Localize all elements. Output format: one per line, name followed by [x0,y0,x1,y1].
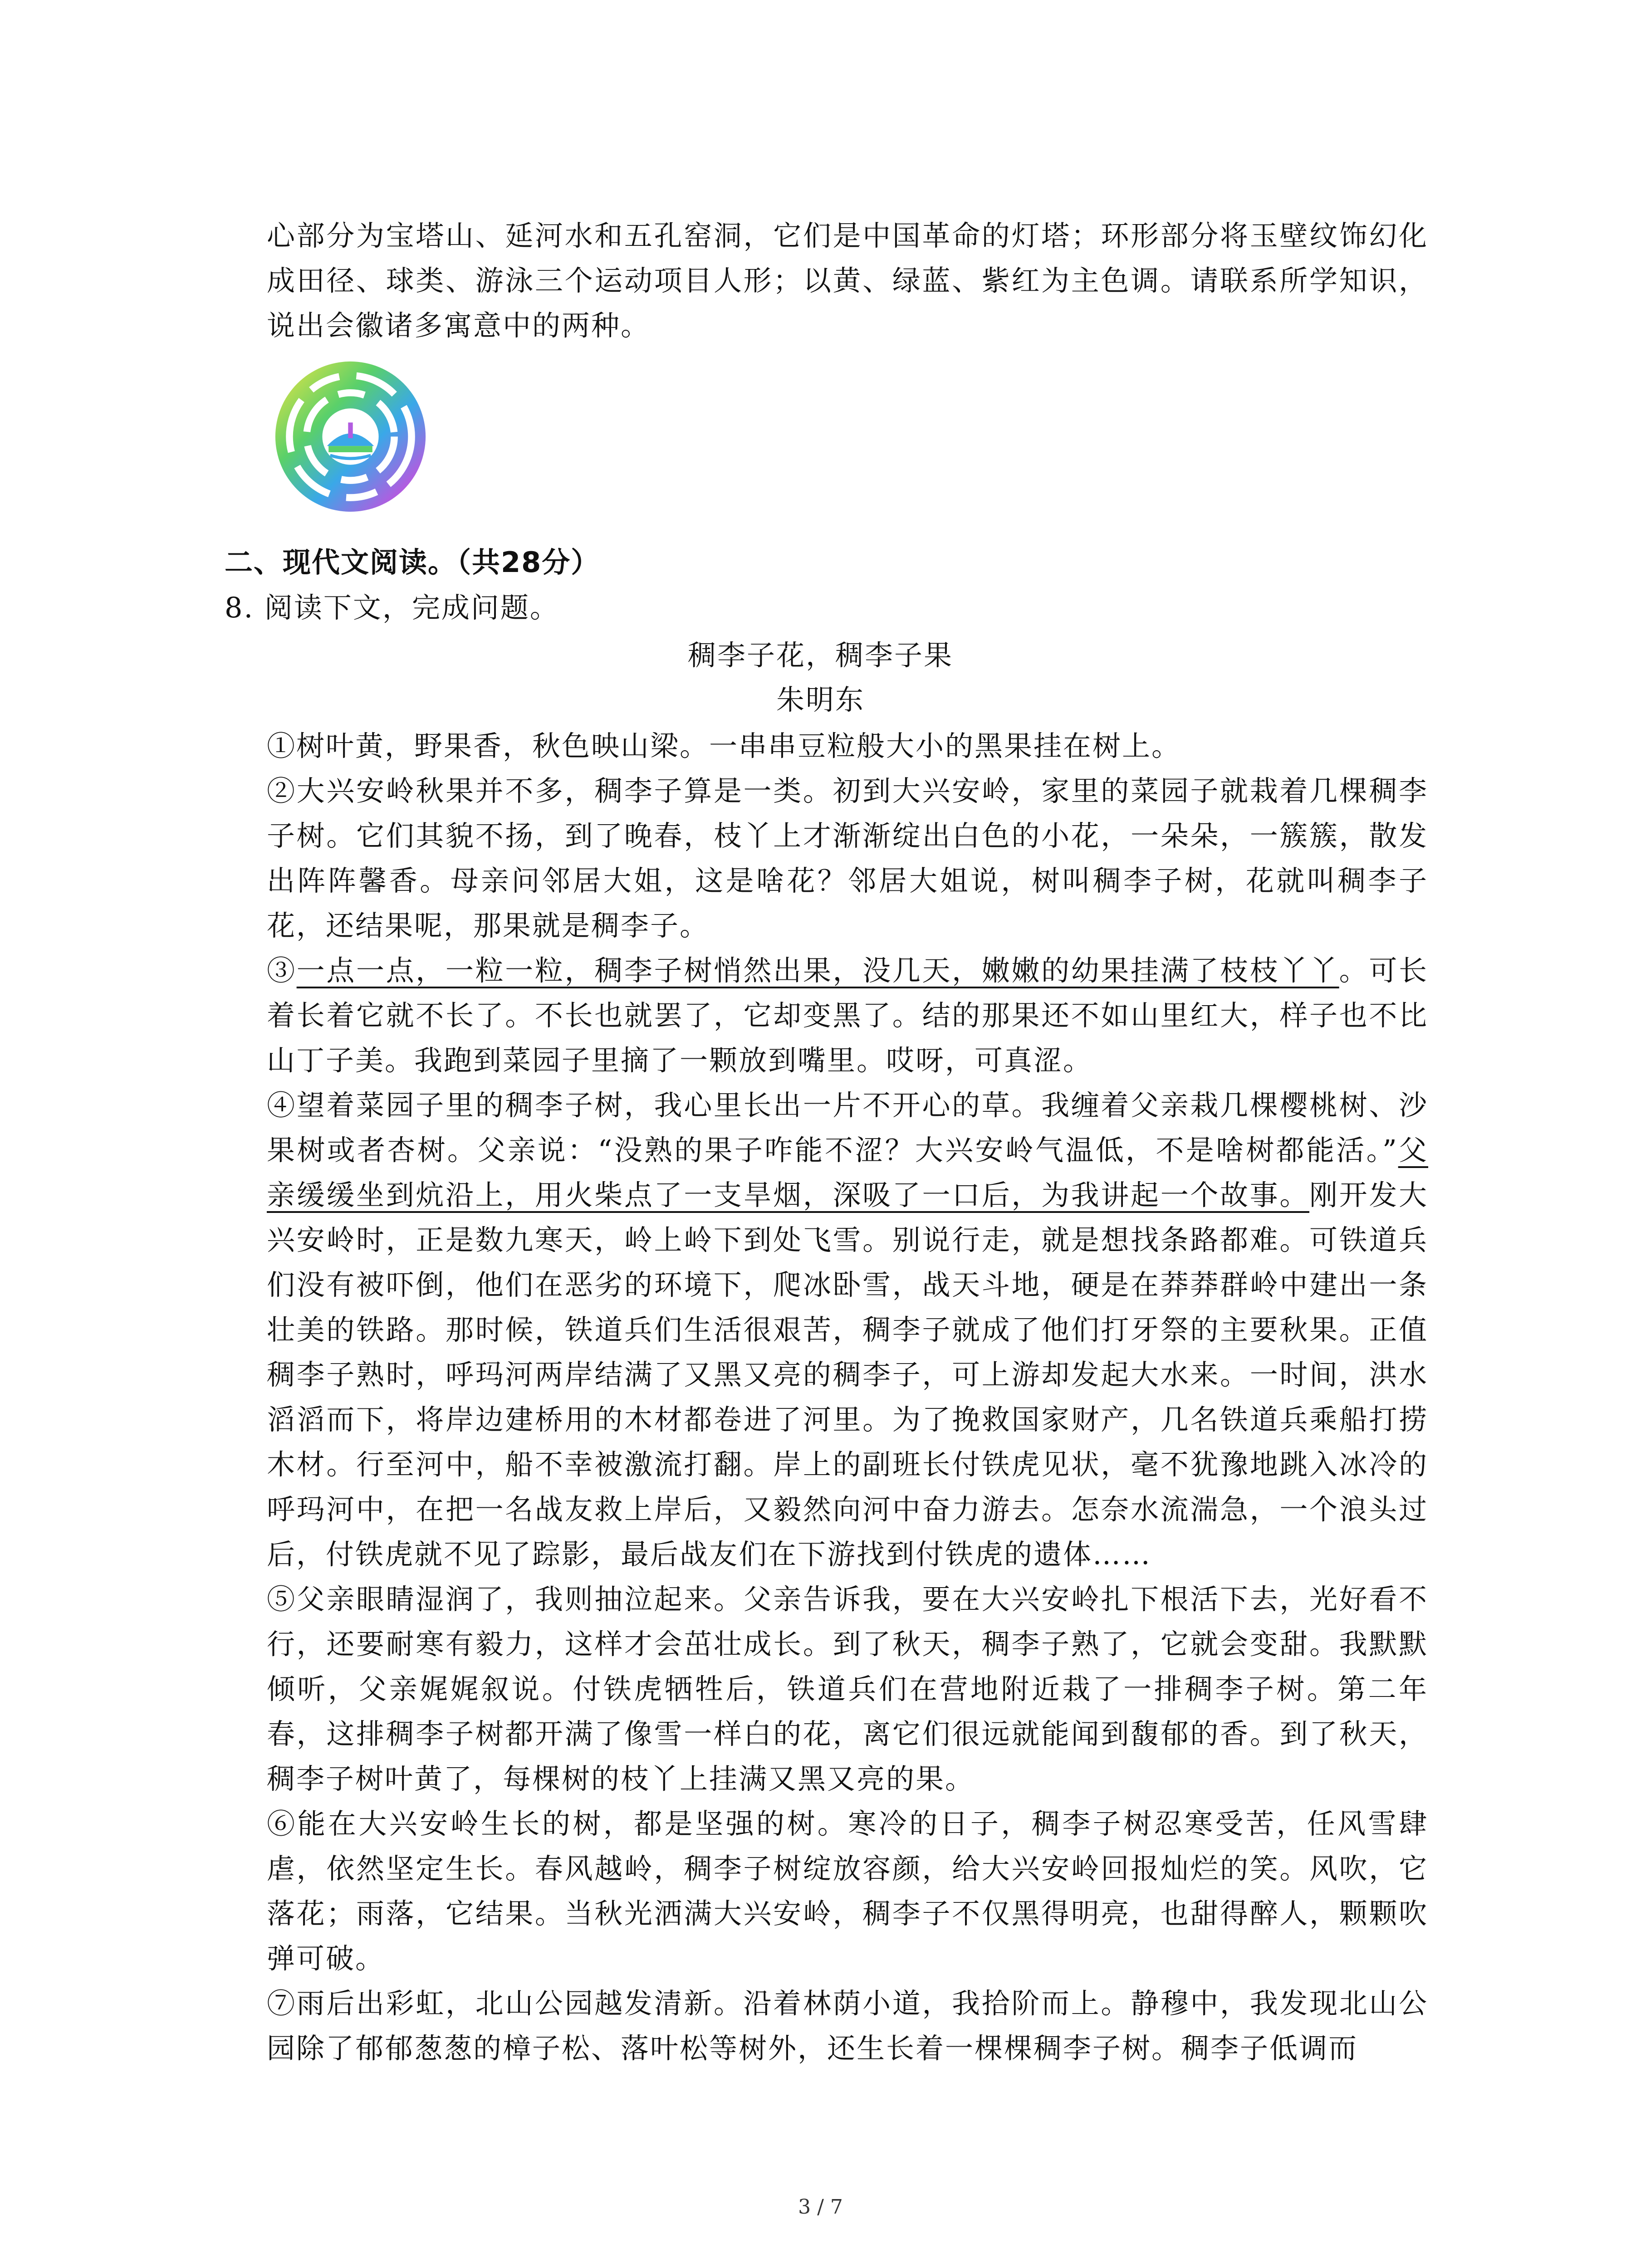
page-number: 3 / 7 [798,2195,843,2219]
underlined-sentence-1: 一点一点，一粒一粒，稠李子树悄然出果，没几天，嫩嫩的幼果挂满了枝枝丫丫 [296,954,1339,987]
paragraph-2: ②大兴安岭秋果并不多，稠李子算是一类。初到大兴安岭，家里的菜园子就栽着几棵稠李子树。它们其貌不扬，到了晚春，枝丫上才渐渐绽出白色的小花，一朵朵，一簇簇，散发出阵阵馨香。母亲问邻居大姐，这是啥花？邻居大姐说，树叫稠李子树，花就叫稠李子花，还结果呢，那果就是稠李子。 [267,774,1428,942]
paragraph-4-rest: 刚开发大兴安岭时，正是数九寒天，岭上岭下到处飞雪。别说行走，就是想找条路都难。可铁道兵们没有被吓倒，他们在恶劣的环境下，爬冰卧雪，战天斗地，硬是在莽莽群岭中建出一条壮美的铁路。那时候，铁道兵们生活很艰苦，稠李子就成了他们打牙祭的主要秋果。正值稠李子熟时，呼玛河两岸结满了又黑又亮的稠李子，可上游却发起大水来。一时间，洪水滔滔而下，将岸边建桥用的木材都卷进了河里。为了挽救国家财产，几名铁道兵乘船打捞木材。行至河中，船不幸被激流打翻。岸上的副班长付铁虎见状，毫不犹豫地跳入冰冷的呼玛河中，在把一名战友救上岸后，又毅然向河中奋力游去。怎奈水流湍急，一个浪头过后，付铁虎就不见了踪影，最后战友们在下游找到付铁虎的遗体…… [267,1178,1428,1571]
paragraph-4-part1: ④望着菜园子里的稠李子树，我心里长出一片不开心的草。我缠着父亲栽几棵樱桃树、沙果树或者杏树。父亲说：“没熟的果子咋能不涩？大兴安岭气温低，不是啥树都能活。” [267,1089,1428,1167]
games-emblem-icon [272,358,429,515]
paragraph-4 [267,1083,1428,1577]
paragraph-3-rest: 。可长着长着它就不长了。不长也就罢了，它却变黑了。结的那果还不如山里红大，样子也不比山丁子美。我跑到菜园子里摘了一颗放到嘴里。哎呀，可真涩。 [267,954,1428,1077]
article-title: 稠李子花，稠李子果 [687,639,953,672]
paragraph-1: ①树叶黄，野果香，秋色映山梁。一串串豆粒般大小的黑果挂在树上。 [267,729,1181,763]
article-body [267,723,1428,2071]
question-prompt: 8. 阅读下文，完成问题。 [225,591,559,624]
paragraph-7: ⑦雨后出彩虹，北山公园越发清新。沿着林荫小道，我拾阶而上。静穆中，我发现北山公园除了郁郁葱葱的樟子松、落叶松等树外，还生长着一棵棵稠李子树。稠李子低调而 [267,1987,1428,2065]
underlined-sentence-2: 父亲缓缓坐到炕沿上，用火柴点了一支旱烟，深吸了一口后，为我讲起一个故事。 [267,1134,1428,1212]
paragraph-3 [267,948,1428,1083]
article-author: 朱明东 [776,683,865,716]
intro-text: 心部分为宝塔山、延河水和五孔窑洞，它们是中国革命的灯塔；环形部分将玉壁纹饰幻化成田径、球类、游泳三个运动项目人形；以黄、绿蓝、紫红为主色调。请联系所学知识，说出会徽诸多寓意中的两种。 [267,219,1428,342]
paragraph-6: ⑥能在大兴安岭生长的树，都是坚强的树。寒冷的日子，稠李子树忍寒受苦，任风雪肆虐，依然坚定生长。春风越岭，稠李子树绽放容颜，给大兴安岭回报灿烂的笑。风吹，它落花；雨落，它结果。当秋光洒满大兴安岭，稠李子不仅黑得明亮，也甜得醉人，颗颗吹弹可破。 [267,1807,1428,1975]
section-heading: 二、现代文阅读。（共28分） [225,546,600,579]
paragraph-3-number: ③ [267,954,297,987]
paragraph-5: ⑤父亲眼睛湿润了，我则抽泣起来。父亲告诉我，要在大兴安岭扎下根活下去，光好看不行，还要耐寒有毅力，这样才会茁壮成长。到了秋天，稠李子熟了，它就会变甜。我默默倾听，父亲娓娓叙说。付铁虎牺牲后，铁道兵们在营地附近栽了一排稠李子树。第二年春，这排稠李子树都开满了像雪一样白的花，离它们很远就能闻到馥郁的香。到了秋天，稠李子树叶黄了，每棵树的枝丫上挂满又黑又亮的果。 [267,1583,1428,1795]
